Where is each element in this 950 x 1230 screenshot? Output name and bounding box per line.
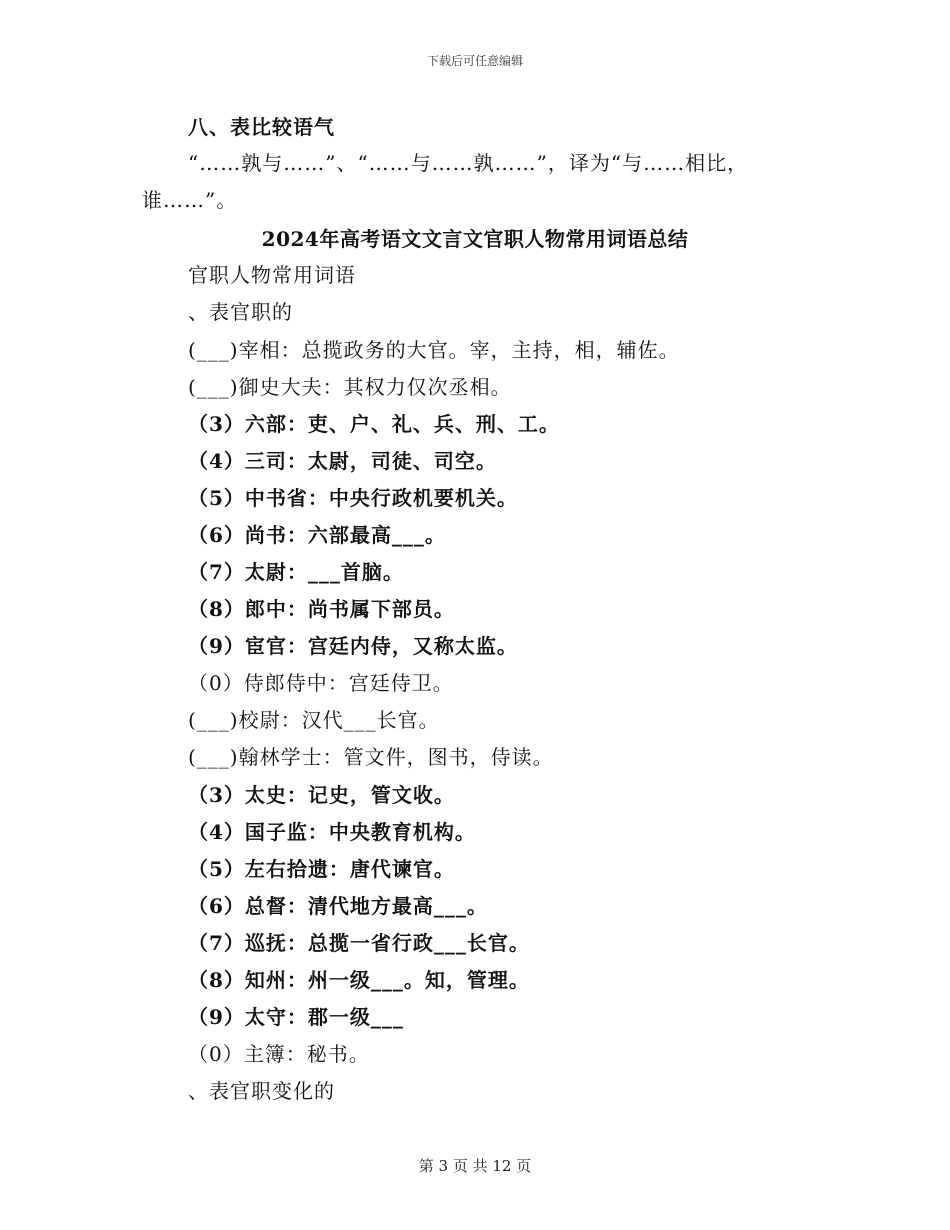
page-footer: 第 3 页 共 12 页: [418, 1157, 532, 1175]
page-header: 下载后可任意编辑: [426, 54, 523, 68]
list-item: （8）郎中：尚书属下部员。: [188, 597, 455, 621]
list-item: (___)翰林学士：管文件，图书，侍读。: [188, 745, 554, 769]
list-item: （5）中书省：中央行政机要机关。: [188, 486, 518, 510]
list-item: （8）知州：州一级___。知，管理。: [188, 968, 530, 992]
body-text-line: “……孰与……”、“……与……孰……”，译为“与……相比，: [188, 151, 749, 175]
list-item: （3）六部：吏、户、礼、兵、刑、工。: [188, 412, 560, 436]
list-item: （0）主簿：秘书。: [188, 1042, 370, 1066]
list-item: （6）总督：清代地方最高___。: [188, 894, 488, 918]
list-item: （0）侍郎侍中：宫廷侍卫。: [188, 671, 454, 695]
section-heading: 八、表比较语气: [188, 115, 335, 139]
list-item: （4）国子监：中央教育机构。: [188, 820, 476, 844]
subtitle: 官职人物常用词语: [188, 263, 356, 287]
list-item: （9）太守：郡一级___: [188, 1005, 404, 1029]
list-item: （7）太尉：___首脑。: [188, 560, 404, 584]
list-item: （4）三司：太尉，司徒、司空。: [188, 449, 497, 473]
document-title: 2024年高考语文文言文官职人物常用词语总结: [261, 227, 689, 251]
list-item: (___)宰相：总揽政务的大官。宰，主持，相，辅佐。: [188, 338, 680, 362]
list-item: (___)御史大夫：其权力仅次丞相。: [188, 375, 512, 399]
list-item: (___)校尉：汉代___长官。: [188, 708, 440, 732]
list-item: （9）宦官：宫廷内侍，又称太监。: [188, 634, 518, 658]
list-item: （6）尚书：六部最高___。: [188, 523, 446, 547]
list-item: （3）太史：记史，管文收。: [188, 783, 455, 807]
group-heading: 、表官职的: [188, 300, 293, 324]
body-text-line: 谁……”。: [142, 188, 238, 212]
list-item: （7）巡抚：总揽一省行政___长官。: [188, 931, 530, 955]
group-heading: 、表官职变化的: [188, 1079, 335, 1103]
list-item: （5）左右拾遗：唐代谏官。: [188, 857, 455, 881]
